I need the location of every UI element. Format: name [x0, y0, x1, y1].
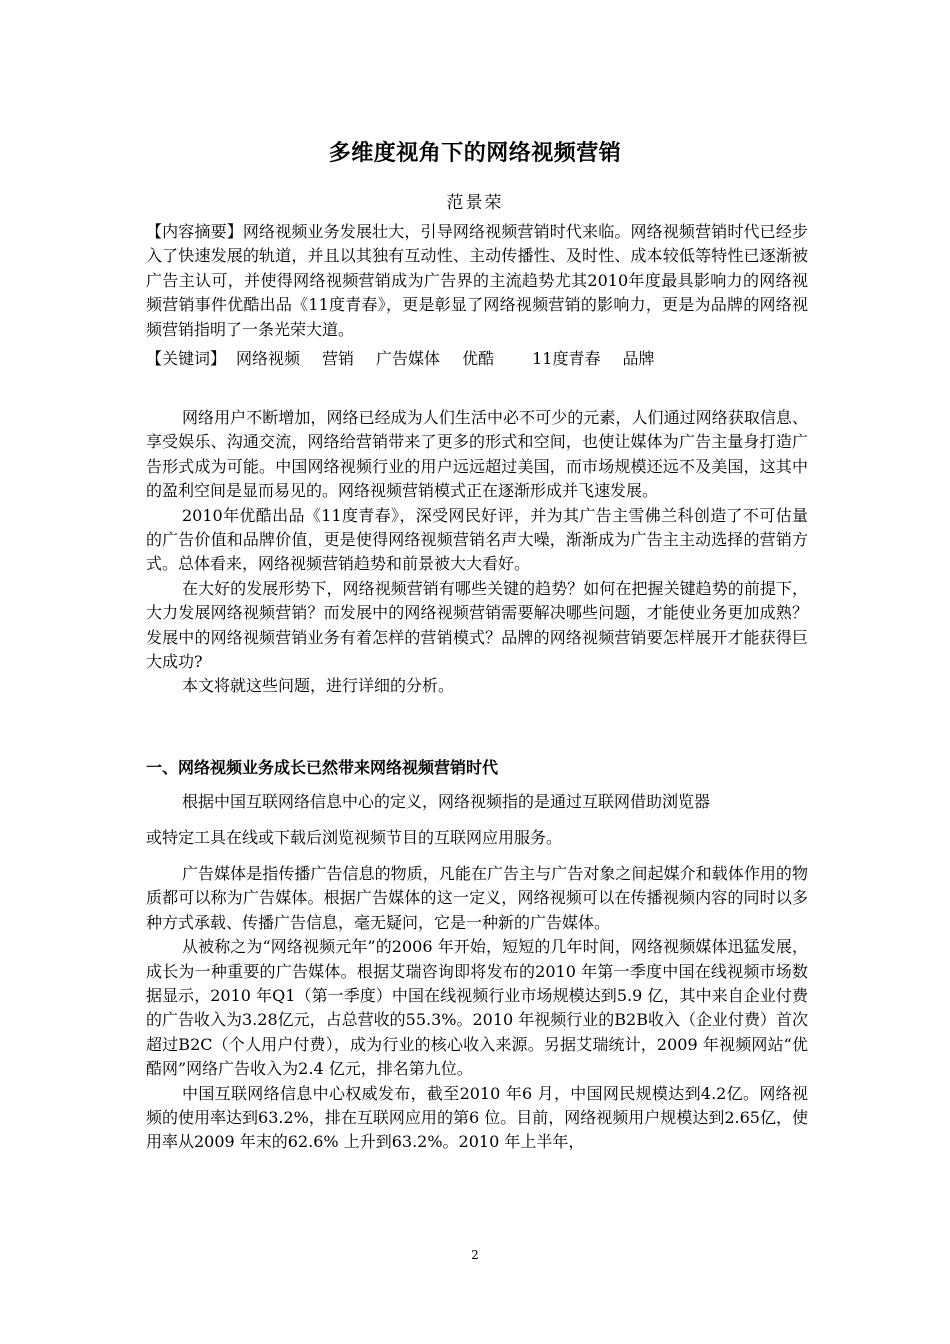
abstract-paragraph — [146, 220, 808, 342]
keyword-item: 优酷 — [462, 349, 495, 368]
body-paragraph: 在大好的发展形势下，网络视频营销有哪些关键的趋势？如何在把握关键趋势的前提下，大力发展网络视频营销？而发展中的网络视频营销需要解决哪些问题，才能使业务更加成熟？发展中的网络视频营销业务有着怎样的营销模式？品牌的网络视频营销要怎样展开才能获得巨大成功? — [146, 578, 808, 672]
keywords-line — [146, 346, 676, 369]
section-heading: 一、网络视频业务成长已然带来网络视频营销时代 — [146, 758, 499, 777]
keyword-item: 广告媒体 — [376, 349, 441, 368]
body-paragraph: 中国互联网络信息中心权威发布，截至2010 年6 月，中国网民规模达到4.2亿。网络视频的使用率达到63.2%，排在互联网应用的第6 位。目前，网络视频用户规模达到2.65亿，使用率从2009 年末的62.6% 上升到63.2%。2010 年上半年， — [146, 1083, 808, 1152]
body-paragraph: 本文将就这些问题，进行详细的分析。 — [182, 676, 455, 696]
keyword-item: 11度青春 — [532, 349, 601, 368]
intro-section — [146, 406, 808, 699]
keyword-item: 网络视频 — [236, 349, 301, 368]
keywords-label: 【关键词】 — [146, 349, 227, 368]
abstract-text: 网络视频业务发展壮大，引导网络视频营销时代来临。网络视频营销时代已经步入了快速发展的轨道，并且以其独有互动性、主动传播性、及时性、成本较低等特性已逐渐被广告主认可，并使得网络视频营销成为广告界的主流趋势尤其2010年度最具影响力的网络视频营销事件优酷出品《11度青春》，更是彰显了网络视频营销的影响力，更是为品牌的网络视频营销指明了一条光荣大道。 — [146, 222, 808, 339]
abstract-block — [146, 220, 808, 342]
section1-body — [146, 862, 808, 1155]
definition-line: 根据中国互联网络信息中心的定义，网络视频指的是通过互联网借助浏览器 — [182, 792, 711, 811]
keyword-item: 营销 — [322, 349, 355, 368]
body-paragraph: 从被称之为“网络视频元年”的2006 年开始，短短的几年时间，网络视频媒体迅猛发展，成长为一种重要的广告媒体。根据艾瑞咨询即将发布的2010 年第一季度中国在线视频市场数据显示，2010 年Q1（第一季度）中国在线视频行业市场规模达到5.9 亿，其中来自企业付费的广告收入为3.28亿元，占总营收的55.3%。2010 年视频行业的B2B收入（企业付费）首次超过B2C（个人用户付费），成为行业的核心收入来源。另据艾瑞统计，2009 年视频网站“优酷网”网络广告收入为2.4 亿元，排名第九位。 — [146, 937, 808, 1079]
body-paragraph: 网络用户不断增加，网络已经成为人们生活中必不可少的元素，人们通过网络获取信息、享受娱乐、沟通交流，网络给营销带来了更多的形式和空间，也使让媒体为广告主量身打造广告形式成为可能。中国网络视频行业的用户远远超过美国，而市场规模还远不及美国，这其中的盈利空间是显而易见的。网络视频营销模式正在逐渐形成并飞速发展。 — [146, 408, 808, 501]
author-name: 范景荣 — [446, 193, 504, 213]
keyword-item: 品牌 — [622, 349, 655, 368]
page-number: 2 — [471, 1248, 479, 1262]
definition-line: 或特定工具在线或下载后浏览视频节目的互联网应用服务。 — [146, 828, 563, 848]
body-paragraph: 广告媒体是指传播广告信息的物质，凡能在广告主与广告对象之间起媒介和载体作用的物质都可以称为广告媒体。根据广告媒体的这一定义，网络视频可以在传播视频内容的同时以多种方式承载、传播广告信息，毫无疑问，它是一种新的广告媒体。 — [146, 864, 808, 932]
article-title: 多维度视角下的网络视频营销 — [328, 141, 622, 166]
abstract-label: 【内容摘要】 — [146, 222, 243, 241]
body-paragraph: 2010年优酷出品《11度青春》，深受网民好评，并为其广告主雪佛兰科创造了不可估量的广告价值和品牌价值，更是使得网络视频营销名声大噪，渐渐成为广告主主动选择的营销方式。总体看来，网络视频营销趋势和前景被大大看好。 — [146, 505, 808, 574]
definition-paragraph — [146, 790, 808, 851]
